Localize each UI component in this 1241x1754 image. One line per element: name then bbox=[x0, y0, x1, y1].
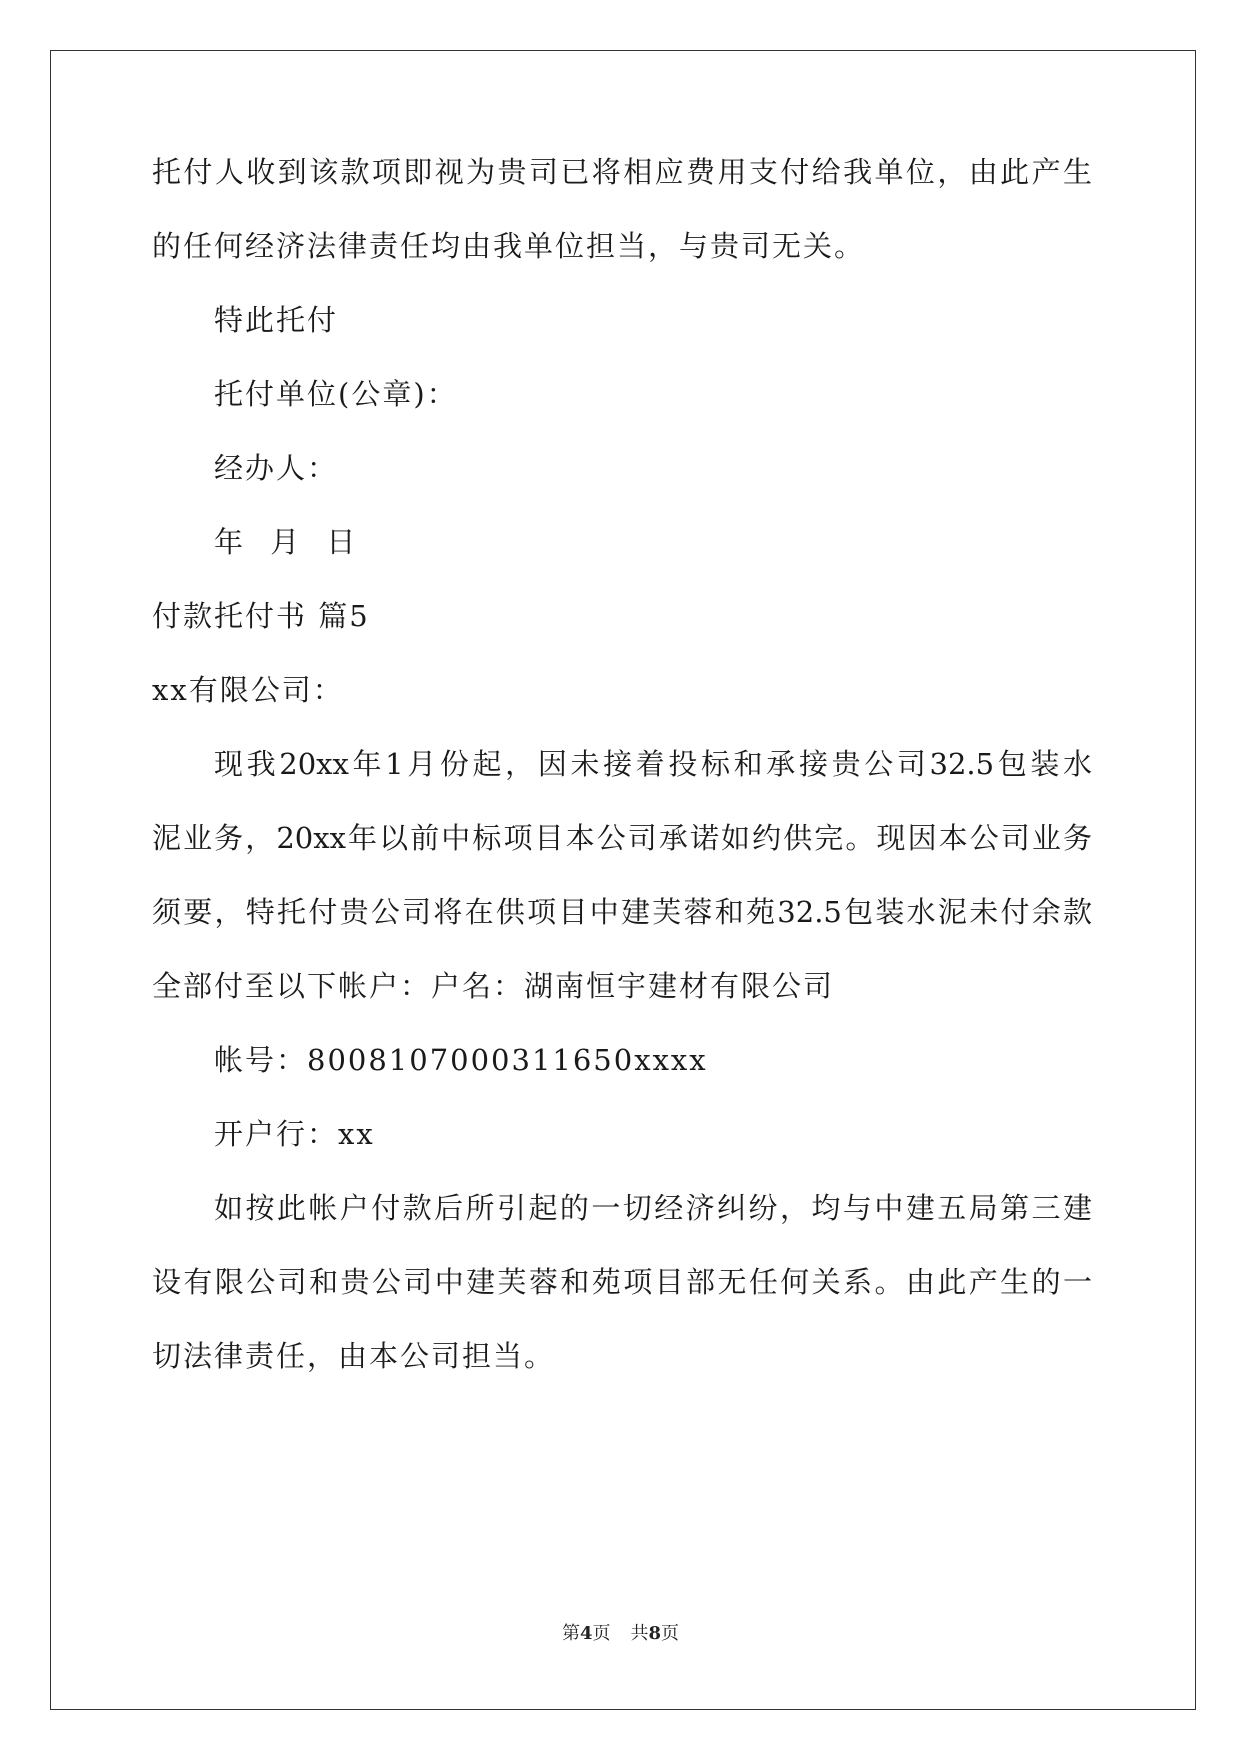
paragraph-line: 托付人收到该款项即视为贵司已将相应费用支付给我单位，由此产生 bbox=[152, 155, 1092, 189]
footer-prefix: 第 bbox=[561, 1623, 580, 1644]
footer-page-word: 页 bbox=[592, 1623, 611, 1644]
footer-total-prefix: 共 bbox=[630, 1623, 649, 1644]
closing-phrase: 特此托付 bbox=[214, 303, 339, 337]
total-page-number: 8 bbox=[648, 1623, 662, 1644]
section-heading: 付款托付书 篇5 bbox=[152, 599, 370, 633]
paragraph-line: 泥业务，20xx年以前中标项目本公司承诺如约供完。现因本公司业务 bbox=[152, 821, 1092, 855]
paragraph-line: 现我20xx年1月份起，因未接着投标和承接贵公司32.5包装水 bbox=[214, 747, 1092, 781]
paragraph-line: 须要，特托付贵公司将在供项目中建芙蓉和苑32.5包装水泥未付余款 bbox=[152, 895, 1092, 929]
paragraph-line: 的任何经济法律责任均由我单位担当，与贵司无关。 bbox=[152, 229, 866, 263]
paragraph-line: 设有限公司和贵公司中建芙蓉和苑项目部无任何关系。由此产生的一 bbox=[152, 1265, 1092, 1299]
footer-total-suffix: 页 bbox=[661, 1623, 680, 1644]
account-number: 帐号：8008107000311650xxxx bbox=[214, 1043, 708, 1077]
paragraph-line: 全部付至以下帐户：户名：湖南恒宇建材有限公司 bbox=[152, 969, 835, 1003]
date-label: 年 月 日 bbox=[214, 525, 358, 559]
addressee: xx有限公司： bbox=[152, 673, 344, 707]
page-border bbox=[50, 50, 1196, 1710]
current-page-number: 4 bbox=[579, 1623, 593, 1644]
handler-label: 经办人： bbox=[214, 451, 339, 485]
bank-name: 开户行：xx bbox=[214, 1117, 375, 1151]
paragraph-line: 切法律责任，由本公司担当。 bbox=[152, 1339, 556, 1373]
signature-unit-label: 托付单位(公章)： bbox=[214, 377, 458, 411]
page-footer bbox=[0, 1622, 1241, 1646]
paragraph-line: 如按此帐户付款后所引起的一切经济纠纷，均与中建五局第三建 bbox=[214, 1191, 1092, 1225]
